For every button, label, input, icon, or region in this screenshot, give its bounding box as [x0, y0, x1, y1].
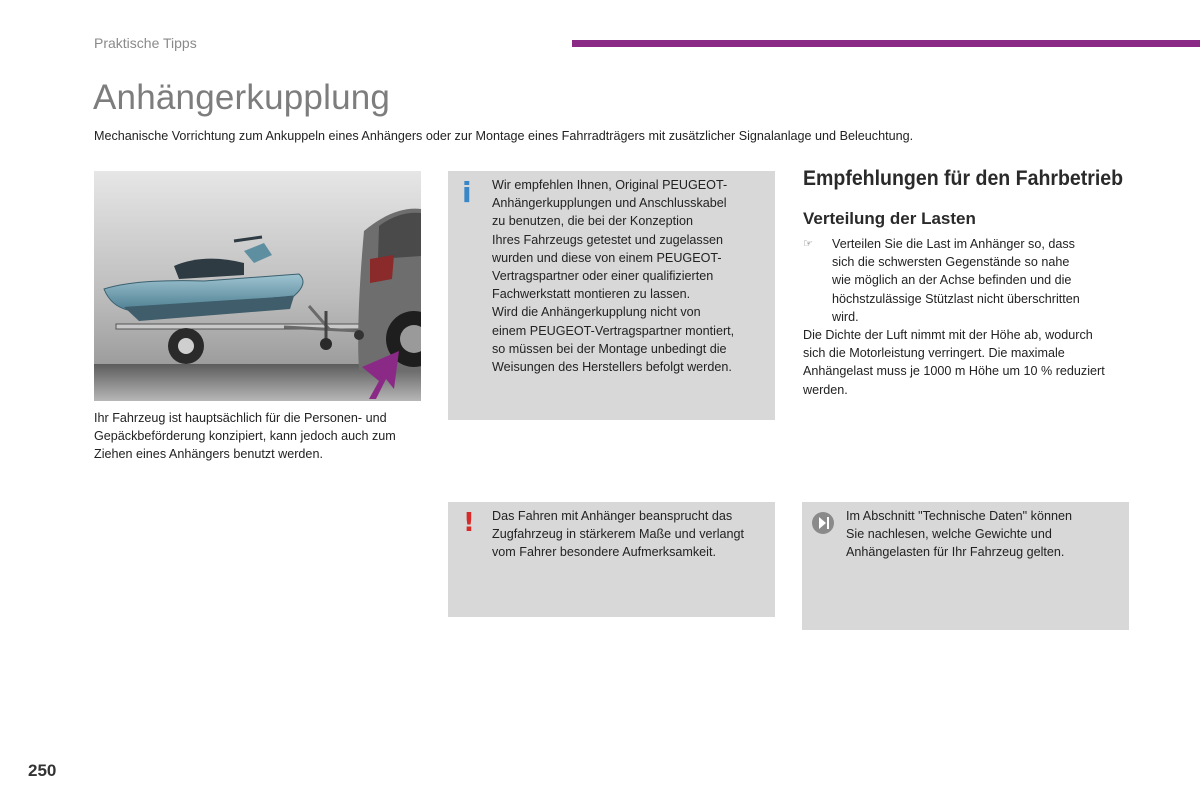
pointing-hand-icon: ☞ — [803, 238, 813, 250]
section-label: Praktische Tipps — [94, 35, 197, 51]
page-title: Anhängerkupplung — [93, 78, 391, 117]
info-text: Wir empfehlen Ihnen, Original PEUGEOT- Anhängerkupplungen und Anschlusskabel zu benutzen, die bei der Konzeption Ihres Fahrzeugs getestet und zugelassen wurden und diese von einem PEUGEOT- Vertragspartner oder einer qualifizierten Fachwerkstatt montieren zu lassen. Wird die Anhängerkupplung nicht von einem PEUGEOT-Vertragspartner montiert, so müssen bei der Montage unbedingt die Weisungen des Herstellers befolgt werden. — [492, 178, 735, 375]
load-bullet-text: Verteilen Sie die Last im Anhänger so, dass sich die schwersten Gegenstände so nahe wie möglich an der Achse befinden und die höchstzulässige Stützlast nicht überschritten wird. — [832, 237, 1080, 324]
page-number: 250 — [28, 761, 57, 780]
towing-illustration — [94, 171, 421, 401]
header-accent-bar — [572, 40, 1200, 47]
recommendations-heading: Empfehlungen für den Fahrbetrieb — [803, 167, 1124, 190]
altitude-paragraph: Die Dichte der Luft nimmt mit der Höhe ab, wodurch sich die Motorleistung verringert. Die maximale Anhängelast muss je 1000 m Höhe um 10 % reduziert werden. — [803, 328, 1105, 397]
warning-box — [448, 502, 775, 617]
intro-text: Mechanische Vorrichtung zum Ankuppeln eines Anhängers oder zur Montage eines Fahrradträgers mit zusätzlicher Signalanlage und Beleuchtung. — [94, 129, 914, 143]
reference-box — [802, 502, 1129, 630]
info-icon: i — [462, 176, 472, 209]
reference-text: Im Abschnitt "Technische Daten" können Sie nachlesen, welche Gewichte und Anhängelasten für Ihr Fahrzeug gelten. — [846, 509, 1072, 560]
figure-caption: Ihr Fahrzeug ist hauptsächlich für die Personen- und Gepäckbeförderung konzipiert, kann jedoch auch zum Ziehen eines Anhängers benutzt werden. — [94, 411, 396, 461]
next-chapter-icon — [812, 512, 834, 534]
info-box — [448, 171, 775, 420]
warning-text: Das Fahren mit Anhänger beansprucht das Zugfahrzeug in stärkerem Maße und verlangt vom Fahrer besondere Aufmerksamkeit. — [492, 509, 744, 560]
load-distribution-heading: Verteilung der Lasten — [803, 209, 976, 228]
warning-icon: ! — [463, 508, 475, 538]
